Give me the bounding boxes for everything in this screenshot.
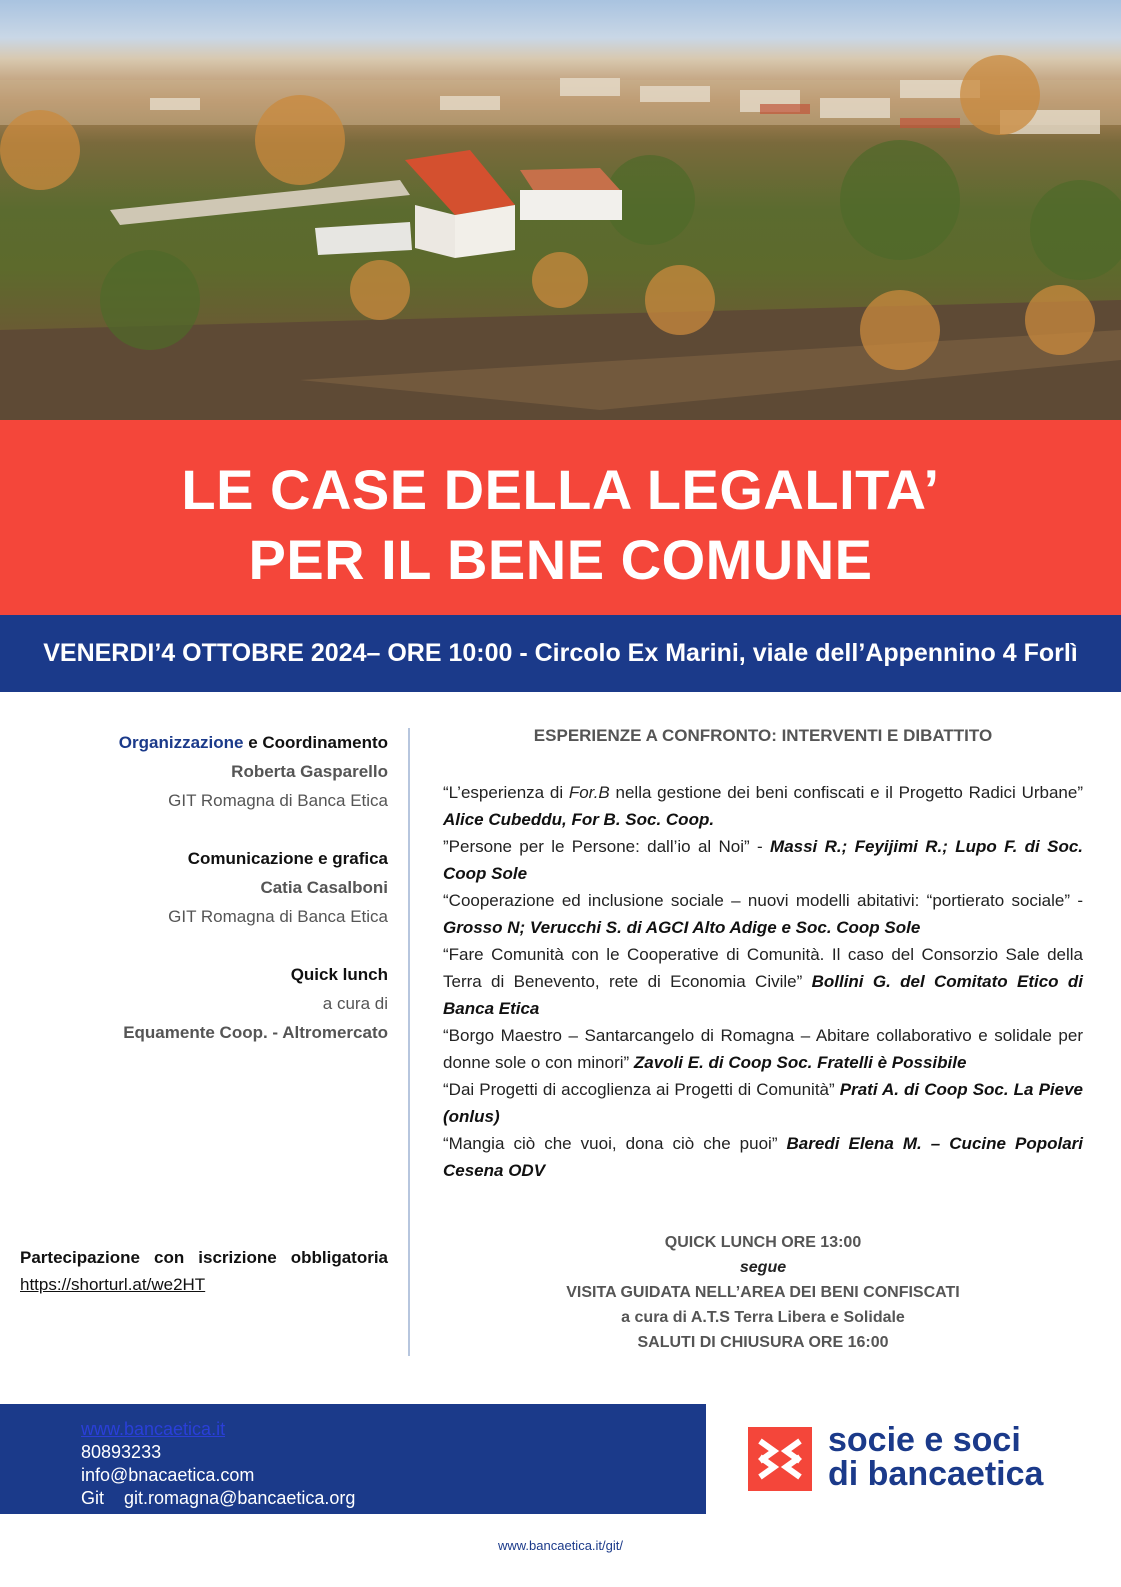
closing-time: SALUTI DI CHIUSURA ORE 16:00	[637, 1334, 889, 1351]
aerial-farm-photo	[0, 0, 1121, 420]
lunch-time: QUICK LUNCH ORE 13:00	[664, 1234, 862, 1251]
guided-visit-by: a cura di A.T.S Terra Libera e Solidale	[621, 1309, 905, 1326]
talk-speaker: Grosso N; Verucchi S. di AGCI Alto Adige e Soc. Coop Sole	[443, 918, 921, 937]
talk-title: “Mangia ciò che vuoi, dona ciò che puoi”	[443, 1134, 787, 1153]
program-section-title: ESPERIENZE A CONFRONTO: INTERVENTI E DIBATTITO	[533, 726, 993, 745]
credits-column	[20, 728, 388, 1076]
registration-link[interactable]: https://shorturl.at/we2HT	[20, 1275, 206, 1294]
organizer-affiliation: GIT Romagna di Banca Etica	[168, 791, 388, 810]
talk-speaker: Alice Cubeddu, For B. Soc. Coop.	[443, 810, 715, 829]
talk-title-emphasis: For.B	[568, 783, 610, 802]
communication-block	[20, 844, 388, 931]
program-column	[443, 722, 1083, 1184]
guided-visit: VISITA GUIDATA NELL’AREA DEI BENI CONFISCATI	[566, 1284, 960, 1301]
talk-title: “Cooperazione ed inclusione sociale – nuovi modelli abitativi: “portierato sociale” -	[443, 891, 1083, 910]
communication-label: Comunicazione e grafica	[187, 849, 388, 868]
program-list	[443, 779, 1083, 1184]
lunch-provider: Equamente Coop. - Altromercato	[123, 1023, 388, 1042]
footer-url[interactable]: www.bancaetica.it/git/	[497, 1538, 623, 1553]
talk-speaker: Bollini G. del Comitato Etico di Banca Etica	[443, 972, 1083, 1018]
contact-info	[81, 1418, 355, 1510]
logo-line2: di bancaetica	[828, 1455, 1044, 1493]
program-item	[443, 887, 1083, 941]
program-item	[443, 1130, 1083, 1184]
hero-photo	[0, 0, 1121, 420]
program-item	[443, 833, 1083, 887]
talk-title: “Dai Progetti di accoglienza ai Progetti di Comunità”	[443, 1080, 840, 1099]
date-venue-band: VENERDI’4 OTTOBRE 2024– ORE 10:00 - Circolo Ex Marini, viale dell’Appennino 4 Forlì	[0, 615, 1121, 692]
program-item	[443, 941, 1083, 1022]
organization-label: Organizzazione	[118, 733, 244, 752]
registration-title: Partecipazione con iscrizione obbligatoria	[20, 1248, 388, 1267]
git-label: Git	[81, 1488, 105, 1508]
lunch-block	[20, 960, 388, 1047]
talk-speaker: Massi R.; Feyijimi R.; Lupo F. di Soc. Coop Sole	[443, 837, 1083, 883]
organizer-name: Roberta Gasparello	[231, 762, 388, 781]
talk-title: “Fare Comunità con le Cooperative di Comunità. Il caso del Consorzio Sale della Terra di Benevento, rete di Economia Civile”	[443, 945, 1083, 991]
talk-title: “Borgo Maestro – Santarcangelo di Romagna – Abitare collaborativo e solidale per donne sole o con minori”	[443, 1026, 1083, 1072]
program-item	[443, 779, 1083, 833]
email-address: info@bnacaetica.com	[81, 1465, 255, 1485]
event-title-line1: LE CASE DELLA LEGALITA’	[181, 458, 940, 521]
logo-wordmark	[828, 1423, 1043, 1491]
talk-speaker: Zavoli E. di Coop Soc. Fratelli è Possibile	[633, 1053, 967, 1072]
talk-title: ”Persone per le Persone: dall’io al Noi” -	[443, 837, 771, 856]
talk-speaker: Baredi Elena M. – Cucine Popolari Cesena ODV	[443, 1134, 1084, 1180]
phone-number: 80893233	[81, 1442, 162, 1462]
column-divider	[408, 728, 410, 1356]
organization-block	[20, 728, 388, 815]
communication-name: Catia Casalboni	[260, 878, 388, 897]
talk-title-continued: nella gestione dei beni confiscati e il Progetto Radici Urbane”	[609, 783, 1083, 802]
coordination-label: e Coordinamento	[243, 733, 388, 752]
program-item	[443, 1022, 1083, 1076]
talk-title: “L’esperienza di	[443, 783, 569, 802]
git-email: git.romagna@bancaetica.org	[124, 1488, 356, 1508]
bancaetica-logo-icon	[748, 1427, 812, 1491]
communication-affiliation: GIT Romagna di Banca Etica	[168, 907, 388, 926]
event-title-line2: PER IL BENE COMUNE	[248, 528, 873, 591]
logo-line1: socie e soci	[828, 1421, 1021, 1459]
segue-label: segue	[739, 1259, 787, 1276]
bancaetica-logo	[748, 1421, 1098, 1493]
program-item	[443, 1076, 1083, 1130]
lunch-by-label: a cura di	[322, 994, 388, 1013]
website-link[interactable]: www.bancaetica.it	[81, 1419, 226, 1439]
talk-speaker: Prati A. di Coop Soc. La Pieve (onlus)	[443, 1080, 1083, 1126]
schedule-closing	[443, 1230, 1083, 1355]
registration-block	[20, 1244, 388, 1298]
lunch-label: Quick lunch	[290, 965, 388, 984]
